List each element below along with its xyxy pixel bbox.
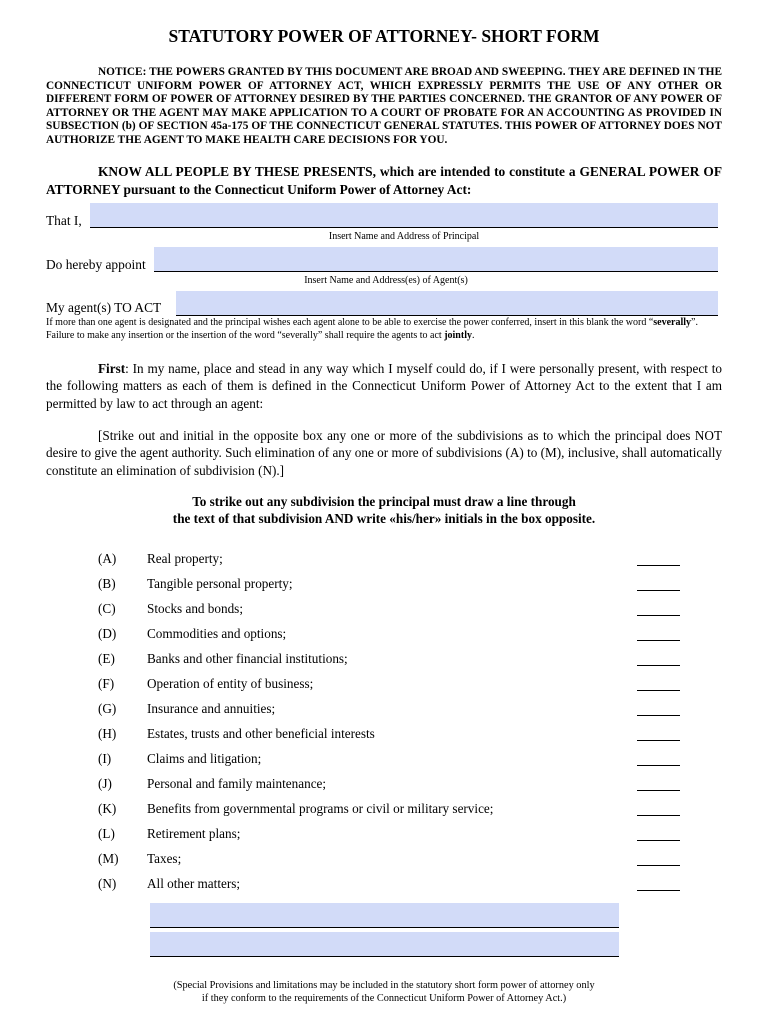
initials-box[interactable]: [637, 565, 680, 566]
strike-note: To strike out any subdivision the principal must draw a line through the text of that subdivision AND write «his/her» initials in the box opposite.: [172, 494, 596, 527]
act-label: My agent(s) TO ACT: [46, 300, 162, 315]
subdivision-row: [0, 626, 768, 646]
subdivision-row: [0, 651, 768, 671]
subdivision-text: Personal and family maintenance;: [147, 776, 327, 791]
subdivision-letter: (G): [98, 701, 117, 716]
initials-box[interactable]: [637, 690, 680, 691]
subdivision-text: Insurance and annuities;: [147, 701, 276, 716]
subdivision-row: [0, 851, 768, 871]
strike-instructions: [Strike out and initial in the opposite box any one or more of the subdivisions as to which the principal does NOT desire to give the agent authority. Such elimination of any one or more of subdivisions (A) to (M), inclusive, shall automatically constitute an elimination of subdivision (N).]: [46, 428, 722, 478]
act-note: If more than one agent is designated and the principal wishes each agent alone to be able to exercise the power conferred, insert in this blank the word “severally”. Failure to make any insertion or the insertion of the word “severally” shall require the agents to act jointly.: [46, 317, 698, 341]
subdivision-letter: (B): [98, 576, 116, 591]
subdivision-letter: (I): [98, 751, 112, 766]
subdivision-letter: (K): [98, 801, 117, 816]
principal-caption: Insert Name and Address of Principal: [328, 231, 480, 242]
know-all-paragraph: [46, 163, 722, 198]
first-lead: First: [98, 361, 126, 376]
subdivision-text: Benefits from governmental programs or civil or military service;: [147, 801, 494, 816]
initials-box[interactable]: [637, 740, 680, 741]
subdivision-row: [0, 826, 768, 846]
subdivision-letter: (E): [98, 651, 115, 666]
subdivision-text: Tangible personal property;: [147, 576, 293, 591]
first-paragraph: First: In my name, place and stead in any way which I myself could do, if I were personally present, with respect to the following matters as each of them is defined in the Connecticut Uniform Power of Attorney Act to the extent that I am permitted by law to act through an agent:: [46, 361, 722, 411]
severally-word: severally: [653, 317, 692, 328]
subdivision-row: [0, 751, 768, 771]
subdivision-text: Estates, trusts and other beneficial interests: [147, 726, 375, 741]
subdivision-text: Retirement plans;: [147, 826, 241, 841]
initials-box[interactable]: [637, 865, 680, 866]
subdivision-text: Claims and litigation;: [147, 751, 262, 766]
subdivision-row: [0, 776, 768, 796]
principal-label: That I,: [46, 213, 82, 228]
special-provisions-line-1[interactable]: [150, 903, 619, 928]
subdivision-text: Real property;: [147, 551, 223, 566]
subdivision-row: [0, 701, 768, 721]
page-title: STATUTORY POWER OF ATTORNEY- SHORT FORM: [168, 26, 600, 46]
subdivision-text: Stocks and bonds;: [147, 601, 243, 616]
know-rest: , which are intended to constitute a GENERAL POWER OF ATTORNEY pursuant to the Connecticut Uniform Power of Attorney Act:: [46, 164, 722, 197]
initials-box[interactable]: [637, 640, 680, 641]
agent-input[interactable]: [154, 247, 718, 272]
subdivision-row: [0, 576, 768, 596]
initials-box[interactable]: [637, 815, 680, 816]
special-provisions-line-2[interactable]: [150, 932, 619, 957]
subdivision-row: [0, 601, 768, 621]
act-input[interactable]: [176, 291, 718, 316]
subdivision-text: Operation of entity of business;: [147, 676, 314, 691]
subdivision-letter: (C): [98, 601, 116, 616]
subdivision-letter: (N): [98, 876, 117, 891]
initials-box[interactable]: [637, 840, 680, 841]
jointly-word: jointly: [444, 329, 472, 341]
notice-paragraph: NOTICE: THE POWERS GRANTED BY THIS DOCUMENT ARE BROAD AND SWEEPING. THEY ARE DEFINED IN THE CONNECTICUT UNIFORM POWER OF ATTORNEY ACT, WHICH EXPRESSLY PERMITS THE USE OF ANY OTHER OR DIFFERENT FORM OF POWER OF ATTORNEY DESIRED BY THE PARTIES CONCERNED. THE GRANTOR OF ANY POWER OF ATTORNEY OR THE AGENT MAY MAKE APPLICATION TO A COURT OF PROBATE FOR AN ACCOUNTING AS PROVIDED IN SUBSECTION (b) OF SECTION 45a-175 OF THE CONNECTICUT GENERAL STATUTES. THIS POWER OF ATTORNEY DOES NOT AUTHORIZE THE AGENT TO MAKE HEALTH CARE DECISIONS FOR YOU.: [46, 66, 722, 146]
initials-box[interactable]: [637, 615, 680, 616]
subdivision-text: All other matters;: [147, 876, 241, 891]
initials-box[interactable]: [637, 590, 680, 591]
initials-box[interactable]: [637, 665, 680, 666]
subdivision-row: [0, 676, 768, 696]
subdivision-text: Commodities and options;: [147, 626, 287, 641]
agent-caption: Insert Name and Address(es) of Agent(s): [304, 275, 468, 286]
subdivision-letter: (M): [98, 851, 119, 866]
subdivision-text: Banks and other financial institutions;: [147, 651, 348, 666]
subdivision-text: Taxes;: [147, 851, 182, 866]
initials-box[interactable]: [637, 715, 680, 716]
subdivision-letter: (H): [98, 726, 117, 741]
subdivision-letter: (L): [98, 826, 115, 841]
agent-label: Do hereby appoint: [46, 257, 146, 272]
know-lead: KNOW ALL PEOPLE BY THESE PRESENTS: [98, 164, 373, 179]
subdivision-letter: (F): [98, 676, 115, 691]
subdivision-row: [0, 726, 768, 746]
initials-box[interactable]: [637, 790, 680, 791]
subdivision-letter: (A): [98, 551, 117, 566]
initials-box[interactable]: [637, 890, 680, 891]
principal-input[interactable]: [90, 203, 718, 228]
special-provisions-note: (Special Provisions and limitations may be included in the statutory short form power of attorney only if they conform to the requirements of the Connecticut Uniform Power of Attorney Act.): [173, 980, 595, 1004]
subdivision-row: [0, 876, 768, 896]
subdivision-letter: (D): [98, 626, 117, 641]
subdivision-row: [0, 801, 768, 821]
subdivision-row: [0, 551, 768, 571]
subdivision-letter: (J): [98, 776, 112, 791]
initials-box[interactable]: [637, 765, 680, 766]
